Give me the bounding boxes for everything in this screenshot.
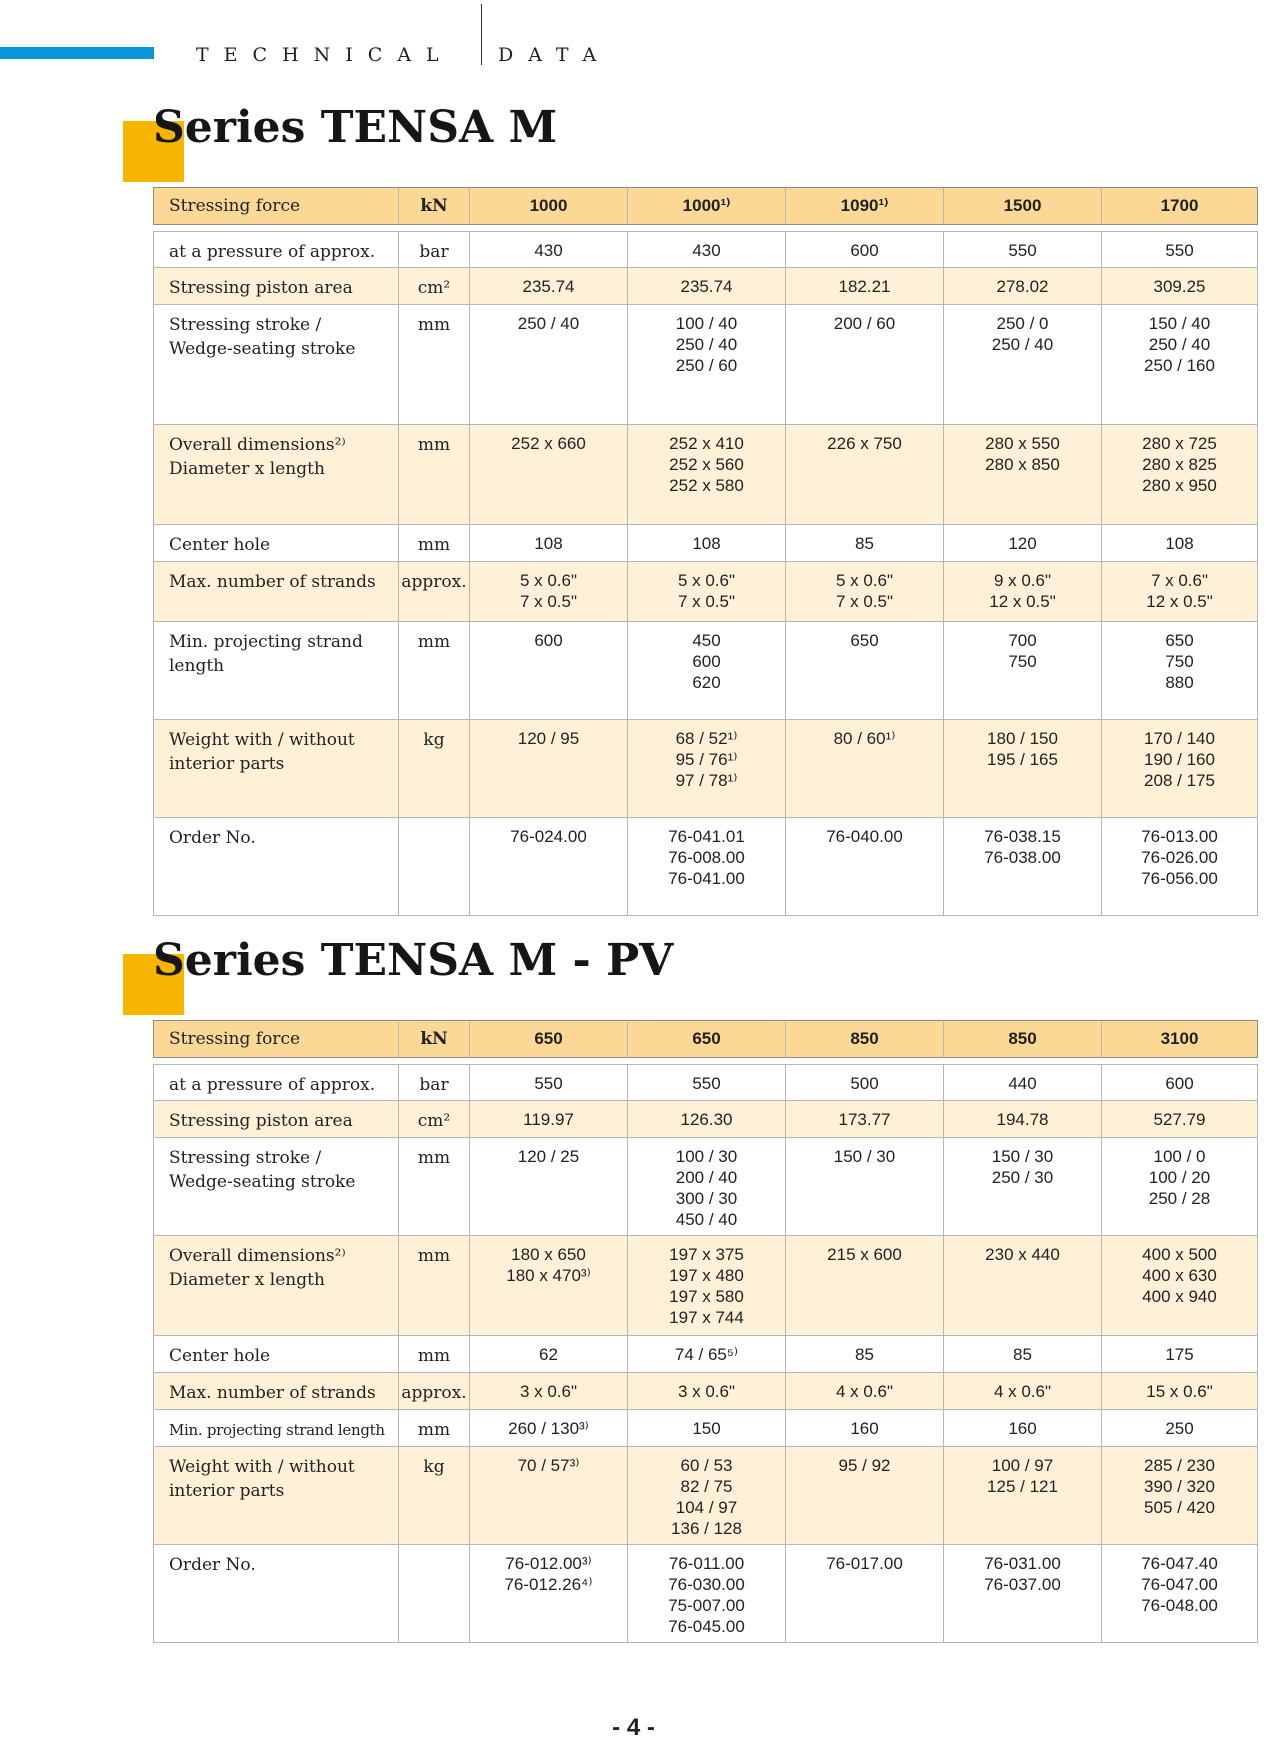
table-row [153, 1447, 1258, 1545]
row-value: 430 [470, 231, 628, 268]
header-value: 1000¹⁾ [628, 187, 786, 225]
row-value: 180 / 150 195 / 165 [944, 720, 1102, 818]
table-row [153, 305, 1258, 425]
row-value: 76-024.00 [470, 818, 628, 916]
row-value: 400 x 500 400 x 630 400 x 940 [1102, 1236, 1258, 1336]
row-unit: bar [399, 1064, 470, 1101]
row-unit: mm [399, 1138, 470, 1236]
table-row [153, 1138, 1258, 1236]
row-value: 76-040.00 [786, 818, 944, 916]
row-value: 100 / 40 250 / 40 250 / 60 [628, 305, 786, 425]
row-label: Max. number of strands [153, 1373, 399, 1410]
row-label: Overall dimensions²⁾ Diameter x length [153, 425, 399, 525]
row-unit: mm [399, 1236, 470, 1336]
header-data: DATA [498, 44, 612, 66]
row-value: 70 / 57³⁾ [470, 1447, 628, 1545]
row-value: 173.77 [786, 1101, 944, 1138]
row-value: 76-012.00³⁾ 76-012.26⁴⁾ [470, 1545, 628, 1643]
row-value: 126.30 [628, 1101, 786, 1138]
row-value: 170 / 140 190 / 160 208 / 175 [1102, 720, 1258, 818]
row-value: 3 x 0.6" [628, 1373, 786, 1410]
row-value: 600 [470, 622, 628, 720]
row-label: Overall dimensions²⁾ Diameter x length [153, 1236, 399, 1336]
header-value: 850 [944, 1020, 1102, 1058]
table-row [153, 818, 1258, 916]
row-value: 76-013.00 76-026.00 76-056.00 [1102, 818, 1258, 916]
row-unit: mm [399, 1410, 470, 1447]
row-label: Stressing stroke / Wedge-seating stroke [153, 305, 399, 425]
row-unit [399, 1545, 470, 1643]
row-label: Order No. [153, 818, 399, 916]
row-value: 600 [786, 231, 944, 268]
row-value: 700 750 [944, 622, 1102, 720]
row-value: 108 [1102, 525, 1258, 562]
section-title-tensa-m: Series TENSA M [153, 102, 558, 153]
table-header-row [153, 1020, 1258, 1058]
header-value: 1500 [944, 187, 1102, 225]
row-label: Center hole [153, 1336, 399, 1373]
row-value: 60 / 53 82 / 75 104 / 97 136 / 128 [628, 1447, 786, 1545]
row-label: at a pressure of approx. [153, 231, 399, 268]
row-value: 500 [786, 1064, 944, 1101]
row-value: 550 [628, 1064, 786, 1101]
table-row [153, 1410, 1258, 1447]
row-value: 200 / 60 [786, 305, 944, 425]
row-label: Max. number of strands [153, 562, 399, 622]
row-value: 450 600 620 [628, 622, 786, 720]
header-value: 1700 [1102, 187, 1258, 225]
table-row [153, 268, 1258, 305]
row-value: 600 [1102, 1064, 1258, 1101]
row-unit: mm [399, 425, 470, 525]
row-value: 150 / 30 250 / 30 [944, 1138, 1102, 1236]
table-row [153, 1101, 1258, 1138]
row-unit: approx. [399, 562, 470, 622]
table-row [153, 1064, 1258, 1101]
table-row [153, 1336, 1258, 1373]
header-divider [481, 4, 482, 65]
row-unit: kg [399, 1447, 470, 1545]
row-value: 250 [1102, 1410, 1258, 1447]
row-value: 160 [786, 1410, 944, 1447]
table-row [153, 720, 1258, 818]
row-value: 80 / 60¹⁾ [786, 720, 944, 818]
row-value: 120 [944, 525, 1102, 562]
row-value: 62 [470, 1336, 628, 1373]
row-value: 4 x 0.6" [786, 1373, 944, 1410]
row-label: at a pressure of approx. [153, 1064, 399, 1101]
header-value: 650 [470, 1020, 628, 1058]
row-value: 550 [944, 231, 1102, 268]
row-value: 197 x 375 197 x 480 197 x 580 197 x 744 [628, 1236, 786, 1336]
header-unit: kN [399, 187, 470, 225]
row-value: 76-038.15 76-038.00 [944, 818, 1102, 916]
row-value: 100 / 30 200 / 40 300 / 30 450 / 40 [628, 1138, 786, 1236]
table-row [153, 425, 1258, 525]
page-number: - 4 - [612, 1714, 655, 1741]
row-unit: approx. [399, 1373, 470, 1410]
row-value: 280 x 550 280 x 850 [944, 425, 1102, 525]
table-row [153, 562, 1258, 622]
row-unit: mm [399, 525, 470, 562]
row-value: 215 x 600 [786, 1236, 944, 1336]
row-label: Center hole [153, 525, 399, 562]
row-value: 7 x 0.6" 12 x 0.5" [1102, 562, 1258, 622]
row-value: 5 x 0.6" 7 x 0.5" [470, 562, 628, 622]
row-value: 4 x 0.6" [944, 1373, 1102, 1410]
table-row [153, 1545, 1258, 1643]
table-row [153, 525, 1258, 562]
row-value: 120 / 95 [470, 720, 628, 818]
row-label: Weight with / without interior parts [153, 1447, 399, 1545]
row-value: 76-041.01 76-008.00 76-041.00 [628, 818, 786, 916]
row-value: 15 x 0.6" [1102, 1373, 1258, 1410]
row-value: 85 [944, 1336, 1102, 1373]
header-value: 650 [628, 1020, 786, 1058]
row-value: 230 x 440 [944, 1236, 1102, 1336]
row-value: 5 x 0.6" 7 x 0.5" [628, 562, 786, 622]
row-value: 250 / 40 [470, 305, 628, 425]
row-value: 235.74 [470, 268, 628, 305]
header-value: 1000 [470, 187, 628, 225]
spec-table-tensa-m-pv [153, 1020, 1258, 1643]
table-row [153, 1236, 1258, 1336]
row-value: 285 / 230 390 / 320 505 / 420 [1102, 1447, 1258, 1545]
row-value: 108 [470, 525, 628, 562]
row-label: Min. projecting strand length [153, 622, 399, 720]
row-label: Stressing stroke / Wedge-seating stroke [153, 1138, 399, 1236]
row-value: 76-047.40 76-047.00 76-048.00 [1102, 1545, 1258, 1643]
row-value: 550 [1102, 231, 1258, 268]
row-value: 68 / 52¹⁾ 95 / 76¹⁾ 97 / 78¹⁾ [628, 720, 786, 818]
row-value: 252 x 410 252 x 560 252 x 580 [628, 425, 786, 525]
row-value: 175 [1102, 1336, 1258, 1373]
header-label: Stressing force [153, 187, 399, 225]
row-value: 9 x 0.6" 12 x 0.5" [944, 562, 1102, 622]
row-value: 160 [944, 1410, 1102, 1447]
header-technical: TECHNICAL [196, 44, 454, 66]
header-value: 1090¹⁾ [786, 187, 944, 225]
row-label: Min. projecting strand length [153, 1410, 399, 1447]
row-value: 252 x 660 [470, 425, 628, 525]
header-value: 3100 [1102, 1020, 1258, 1058]
row-value: 440 [944, 1064, 1102, 1101]
row-value: 182.21 [786, 268, 944, 305]
spec-table-tensa-m [153, 187, 1258, 916]
row-unit: kg [399, 720, 470, 818]
header-accent-bar [0, 47, 154, 59]
row-value: 309.25 [1102, 268, 1258, 305]
row-unit: mm [399, 305, 470, 425]
row-label: Stressing piston area [153, 1101, 399, 1138]
row-value: 85 [786, 1336, 944, 1373]
row-value: 76-017.00 [786, 1545, 944, 1643]
row-unit [399, 818, 470, 916]
row-label: Order No. [153, 1545, 399, 1643]
row-unit: mm [399, 1336, 470, 1373]
row-value: 194.78 [944, 1101, 1102, 1138]
row-value: 550 [470, 1064, 628, 1101]
row-value: 430 [628, 231, 786, 268]
row-value: 150 [628, 1410, 786, 1447]
row-value: 250 / 0 250 / 40 [944, 305, 1102, 425]
row-unit: cm² [399, 1101, 470, 1138]
header-value: 850 [786, 1020, 944, 1058]
row-value: 119.97 [470, 1101, 628, 1138]
row-label: Weight with / without interior parts [153, 720, 399, 818]
row-value: 180 x 650 180 x 470³⁾ [470, 1236, 628, 1336]
row-value: 235.74 [628, 268, 786, 305]
row-value: 76-031.00 76-037.00 [944, 1545, 1102, 1643]
row-value: 100 / 97 125 / 121 [944, 1447, 1102, 1545]
row-value: 3 x 0.6" [470, 1373, 628, 1410]
row-value: 100 / 0 100 / 20 250 / 28 [1102, 1138, 1258, 1236]
row-unit: mm [399, 622, 470, 720]
row-value: 85 [786, 525, 944, 562]
row-unit: cm² [399, 268, 470, 305]
table-row [153, 1373, 1258, 1410]
row-value: 278.02 [944, 268, 1102, 305]
row-value: 260 / 130³⁾ [470, 1410, 628, 1447]
row-value: 95 / 92 [786, 1447, 944, 1545]
table-row [153, 231, 1258, 268]
row-value: 650 [786, 622, 944, 720]
table-row [153, 622, 1258, 720]
table-header-row [153, 187, 1258, 225]
row-value: 280 x 725 280 x 825 280 x 950 [1102, 425, 1258, 525]
section-title-tensa-m-pv: Series TENSA M - PV [153, 935, 674, 986]
row-label: Stressing piston area [153, 268, 399, 305]
row-value: 74 / 65⁵⁾ [628, 1336, 786, 1373]
header-unit: kN [399, 1020, 470, 1058]
header-label: Stressing force [153, 1020, 399, 1058]
row-value: 120 / 25 [470, 1138, 628, 1236]
row-value: 150 / 40 250 / 40 250 / 160 [1102, 305, 1258, 425]
row-value: 650 750 880 [1102, 622, 1258, 720]
row-value: 527.79 [1102, 1101, 1258, 1138]
row-value: 150 / 30 [786, 1138, 944, 1236]
row-value: 5 x 0.6" 7 x 0.5" [786, 562, 944, 622]
row-value: 226 x 750 [786, 425, 944, 525]
row-value: 108 [628, 525, 786, 562]
row-unit: bar [399, 231, 470, 268]
row-value: 76-011.00 76-030.00 75-007.00 76-045.00 [628, 1545, 786, 1643]
